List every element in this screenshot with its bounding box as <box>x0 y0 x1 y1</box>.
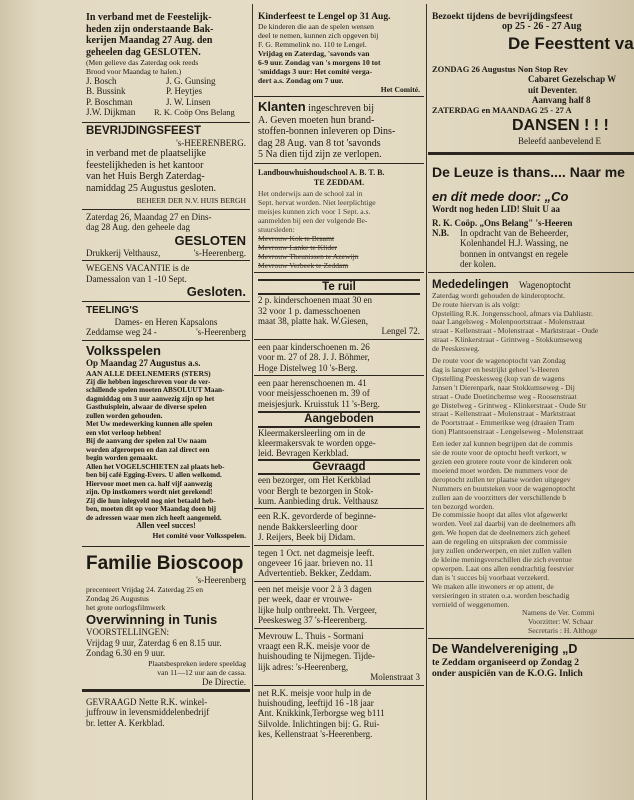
bakery-name: J. W. Linsen <box>166 96 211 107</box>
text-line: Ant. Knikkink,Terborgse weg b111 <box>258 708 385 719</box>
text-line: Mevrouw Verbeek te Zeddam <box>258 260 349 270</box>
text-line: deel te nemen, kunnen zich opgeven bij <box>258 31 379 41</box>
text-line: een paar kinderschoenen m. 26 <box>258 341 370 352</box>
text-line: dagmiddag om 3 uur aanwezig zijn op het <box>86 394 215 403</box>
text-line: een net meisje voor 2 à 3 dagen <box>258 583 372 594</box>
text-line: Allen veel succes! <box>136 521 196 531</box>
text-line: Wagenoptocht <box>518 279 571 290</box>
aangeboden-ad <box>258 428 420 459</box>
ad-title: Familie Bioscoop <box>86 552 244 574</box>
text-line: deroptocht zullen ter plaatse worden uitgegev <box>432 474 571 484</box>
text-line: dan is 't succes bij voorbaat verzekerd. <box>432 572 550 582</box>
ad-place: 's-HEERENBERG. <box>176 137 246 148</box>
text-line: kes, Kellenstraat 's-Heerenberg. <box>258 729 373 740</box>
ad-leuze <box>428 153 634 272</box>
text-line: dert a.s. Zondag om 7 uur. <box>258 76 344 86</box>
ad-teeling <box>82 302 250 341</box>
text-line: Allen het VOGELSCHIETEN zal plaats heb- <box>86 462 225 471</box>
text-line: huishouding te Nijmegen. Tijde- <box>258 651 375 662</box>
text-line: worden. Veel zal daarbij van de deelnemers afh <box>432 519 576 529</box>
closed-heading: Gesloten. <box>186 284 246 300</box>
text-line: heden zijn onderstaande Bak- <box>86 23 214 35</box>
ad-kinderfeest <box>254 0 424 97</box>
text-line: Mevrouw Lanke te Klider <box>258 242 338 252</box>
text-line: De kinderen die aan de spelen wensen <box>258 22 374 32</box>
text-line: Zeddamse weg 24 - <box>86 327 157 338</box>
text-line: net R.K. meisje voor hulp in de <box>258 687 371 698</box>
text-line: Cabaret Gezelschap W <box>528 74 617 85</box>
gevraagd-ad-3 <box>254 546 424 582</box>
text-line: Peeskesweg 37 's-Heerenberg. <box>258 615 368 626</box>
text-line: Met Uw medewerking kunnen alle spelen <box>86 420 213 429</box>
text-line: ongeveer 16 jaar. brieven no. 11 <box>258 558 374 569</box>
text-line: Namens de Ver. Commi <box>522 608 595 618</box>
text-line: Brood voor Maandag te halen.) <box>86 67 182 76</box>
text-line: Sept. hervat worden. Niet leerplichtige <box>258 197 376 207</box>
text-line: tegen 1 Oct. net dagmeisje leeft. <box>258 547 375 558</box>
text-line: lijke hulp ontbreekt. Th. Vergeer, <box>258 604 377 615</box>
text-line: kum. Aanbieding druk. Velthausz <box>258 496 379 507</box>
text-line: straat - Kellenstraat - Molenstraat - Marktstraat <box>432 409 576 419</box>
text-line: Opstelling Peeskesweg (kop van de wagens <box>432 373 565 383</box>
text-line: sie de route voor de optocht heeft verkort, w <box>432 448 567 458</box>
text-line: zullen worden gehouden. <box>86 411 163 420</box>
text-line: J. Reijers, Beek bij Didam. <box>258 532 356 543</box>
text-line: Dames- en Heren Kapsalons <box>114 317 218 328</box>
text-line: 2 p. kinderschoenen maat 30 en <box>258 295 372 306</box>
text-line: stoffen-bonnen inleveren op Dins- <box>258 126 396 138</box>
text-line: per week, daar er vrouwe- <box>258 594 353 605</box>
text-line: leid. Bevragen Kerkblad. <box>258 448 349 459</box>
film-title: Overwinning in Tunis <box>86 612 218 628</box>
ad-bakeries-closed <box>82 0 250 123</box>
text-line: Hoge Distelweg 10 's-Berg. <box>258 362 358 373</box>
bakery-name: J.W. Dijkman <box>86 107 136 118</box>
text-line: ZONDAG 26 Augustus Non Stop Rev <box>432 63 568 74</box>
ad-title: Landbouwhuishoudschool A. B. T. B. <box>258 167 385 177</box>
column-middle <box>254 0 424 744</box>
text-line: zullen aan de voorzitters der verschillende b <box>432 492 567 502</box>
text-line: In verband met de Feestelijk- <box>86 12 212 23</box>
text-line: Mevrouw Kok te Braamt <box>258 233 335 243</box>
ad-vacantie <box>82 261 250 302</box>
text-line: Wordt nog heden LID! Sluit U aa <box>432 204 561 215</box>
text-line: de Peeskesweg. <box>432 344 480 354</box>
text-line: Plaatsbespreken iedere speeldag <box>148 658 246 668</box>
text-line: dag 28 Aug. van 8 tot 'savonds <box>258 137 381 149</box>
ad-place: TE ZEDDAM. <box>313 178 365 188</box>
gevraagd-ad-1 <box>254 475 424 509</box>
section-heading: Gevraagd <box>258 459 420 475</box>
text-line: ingeschreven bij <box>308 103 374 115</box>
text-line: Gasthuisplein, alwaar de diverse spelen <box>86 403 207 412</box>
text-line: Vrijdag en Zaterdag, 'savonds van <box>258 49 370 59</box>
text-line: opwerpen. Laat ons allen eendrachtig feestvier <box>432 563 574 573</box>
text-line: dag 28 Aug. den geheele dag <box>86 222 190 233</box>
text-line: worden afgeroepen en dan zal direct een <box>86 445 210 454</box>
text-line: Damessalon van 1 -10 Sept. <box>86 273 187 284</box>
text-line: van 11—12 uur aan de cassa. <box>157 667 246 677</box>
text-line: der kolen. <box>460 259 496 270</box>
text-line: moeiend moet worden. De nummers voor de <box>432 465 568 475</box>
text-line: VOORSTELLINGEN: <box>86 627 169 638</box>
text-line: ZATERDAG en MAANDAG 25 - 27 A <box>432 105 572 116</box>
ad-volksspelen <box>82 341 250 547</box>
nb-label: N.B. <box>432 228 450 239</box>
text-line: geheelen dag GESLOTEN. <box>86 46 201 58</box>
text-line: stuursleden: <box>258 224 295 234</box>
text-line: Aanvang half 8 <box>532 95 591 106</box>
text-line: aan de regeling en uitspraken der commissie <box>432 537 567 547</box>
text-line: Zaterdag wordt gehouden de kinderoptocht. <box>432 290 566 300</box>
text-line: onder auspiciën van de K.O.G. Inlich <box>432 668 583 679</box>
text-line: tion) Plantsoenstraat - Lengelseweg - Molenstraat <box>432 427 584 437</box>
text-line: van het Huis Bergh Zaterdag- <box>86 171 205 183</box>
text-line: Zij die hun inlegveld nog niet betaald heb- <box>86 496 216 505</box>
ad-title: Volksspelen <box>86 342 161 358</box>
gevraagd-ad-6 <box>254 686 424 742</box>
ad-gevraagd-winkeljuffrouw <box>82 692 250 730</box>
text-line: Het onderwijs aan de school zal in <box>258 188 363 198</box>
ruil-ad-1 <box>254 295 424 340</box>
text-line: begin worden gemaakt. <box>86 454 158 463</box>
text-line: het grote oorlogsfilmwerk <box>86 603 166 613</box>
text-line: br. letter A. Kerkblad. <box>86 717 165 728</box>
text-line: voor Bergh te bezorgen in Stok- <box>258 485 374 496</box>
text-line: Silvolde. Inlichtingen bij: G. Rui- <box>258 718 380 729</box>
text-line: ten bezorgd worden. <box>432 501 495 511</box>
text-line: Een ieder zal kunnen begrijpen dat de commis <box>432 439 573 449</box>
text-line: vernield of weggenomen. <box>432 599 510 609</box>
text-line: Bij de aanvang der spelen zal Uw naam <box>86 437 207 446</box>
text-line: meisjes kunnen zich voor 1 Sept. a.s. <box>258 206 371 216</box>
text-line: schillende spelen moeten ABSOLUUT Maan- <box>86 386 225 395</box>
text-line: 'smiddags 3 uur: Het comité verga- <box>258 67 373 77</box>
text-line: Op Maandag 27 Augustus a.s. <box>86 357 201 368</box>
gevraagd-ad-4 <box>254 582 424 629</box>
text-line: aanmelden bij een der volgende Be- <box>258 215 368 225</box>
text-line: de Poortstraat - Emmerikse weg (draaien Tram <box>432 418 575 428</box>
text-line: In opdracht van de Beheerder, <box>460 228 569 239</box>
text-line: We maken alle inwoners er op attent, de <box>432 581 554 591</box>
text-line: maat 38, platte hak. W.Giesen, <box>258 315 368 326</box>
text-line: Advertentieb. Bekker, Zeddam. <box>258 568 372 579</box>
column-rule <box>252 4 253 800</box>
text-line: 32 voor 1 p. damesschoenen <box>258 305 361 316</box>
text-line: ge Distelweg - Grintweg - Klinkerstraat - Oude Str <box>432 400 587 410</box>
ad-landbouwhuishoudschool <box>254 164 424 273</box>
text-line: Zij die hebben ingeschreven voor de ver- <box>86 377 211 386</box>
text-line: De commissie hoopt dat alles vlot afgewerkt <box>432 510 568 520</box>
text-line: een paar herenschoenen m. 41 <box>258 377 367 388</box>
text-line: bonnen in ontvangst en regele <box>460 248 568 259</box>
text-line: dag is langer en bestrijkt geheel 's-Heeren <box>432 364 560 374</box>
closed-heading: GESLOTEN <box>174 232 246 248</box>
ad-signature: Het comité voor Volksspelen. <box>152 530 246 540</box>
text-line: 's-Heerenberg. <box>193 247 246 258</box>
dansen-heading: DANSEN ! ! ! <box>512 116 609 134</box>
text-line: kerijen Maandag 27 Aug. den <box>86 35 213 46</box>
text-line: zijn. Op instkomers wordt niet gerekend! <box>86 488 213 497</box>
text-line: huishouding, leeftijd 16 -18 jaar <box>258 697 374 708</box>
column-rule <box>426 4 427 800</box>
text-line: A. Geven moeten hun brand- <box>258 114 375 126</box>
text-line: kleermakersvak te worden opge- <box>258 438 376 448</box>
text-line: Lengel 72. <box>381 326 420 337</box>
ad-title: De Feesttent va <box>508 33 634 53</box>
text-line: namiddag 25 Augustus gesloten. <box>86 182 216 194</box>
text-line: op 25 - 26 - 27 Aug <box>502 21 582 33</box>
text-line: in verband met de plaatselijke <box>86 148 206 160</box>
ad-place: 's-Heerenberg <box>196 574 246 585</box>
text-line: gen. We hopen dat de deelnemers zich geheel <box>432 528 570 538</box>
ad-mededelingen <box>428 273 634 639</box>
bakery-name: P. Heytjes <box>166 86 202 97</box>
text-line: voor meisjesschoenen m. 39 of <box>258 388 370 399</box>
ad-title: BEVRIJDINGSFEEST <box>86 124 202 137</box>
text-line: Kolenhandel H.J. Wassing, ne <box>460 238 569 249</box>
ad-title: Klanten <box>258 99 306 115</box>
text-line: Voorzitter: W. Schaar <box>528 617 594 627</box>
section-heading: Aangeboden <box>258 411 420 427</box>
ad-title: De Wandelvereniging „D <box>432 642 578 657</box>
text-line: te Zeddam organiseerd op Zondag 2 <box>432 658 579 669</box>
ruil-ad-2 <box>254 340 424 376</box>
text-line: lijk adres: 's-Heerenberg, <box>258 661 349 672</box>
ad-signature: BEHEER DER N.V. HUIS BERGH <box>136 196 246 206</box>
ad-velthausz-closed <box>82 210 250 261</box>
text-line: en dit mede door: „Co <box>432 189 569 205</box>
text-line: de kleine meningsverschillen die zich eventue <box>432 554 572 564</box>
text-line: AAN ALLE DEELNEMERS (STERS) <box>86 368 211 378</box>
ad-feesttent <box>428 0 634 153</box>
ad-title: Kinderfeest te Lengel op 31 Aug. <box>258 12 391 22</box>
text-line: De route voor de wagenoptocht van Zondag <box>432 356 566 366</box>
text-line: Zaterdag 26, Maandag 27 en Dins- <box>86 212 212 223</box>
text-line: (Men gelieve das Zaterdag ook reeds <box>86 58 199 67</box>
text-line: Drukkerij Velthausz, <box>86 247 161 258</box>
ad-klanten <box>254 97 424 164</box>
bakery-name: B. Bussink <box>86 86 126 97</box>
bakery-name: R. K. Coöp Ons Belang <box>154 107 235 118</box>
text-line: een bezorger, om Het Kerkblad <box>258 475 371 486</box>
text-line: meisjesjurk. Kruisstuk 11 's-Berg. <box>258 398 380 409</box>
text-line: Nummers en buutsteken voor de wagenoptocht <box>432 483 576 493</box>
text-line: voor m. 27 of 28. J. J. Böhmer, <box>258 352 370 363</box>
text-line: Beleefd aanbevelend E <box>518 135 601 146</box>
ad-signature: De Directie. <box>202 676 246 687</box>
text-line: precenteert Vrijdag 24. Zaterdag 25 en <box>86 585 204 595</box>
text-line: Mevrouw L. Thuis - Sormani <box>258 630 364 641</box>
text-line: Secretaris : H. Althoge <box>528 626 598 636</box>
text-line: 6-9 uur. Zondag van 's morgens 10 tot <box>258 58 381 68</box>
ad-title: TEELING'S <box>86 305 139 317</box>
text-line: juffrouw in levensmiddelenbedrijf <box>86 707 210 718</box>
ad-wandelvereniging <box>428 639 634 681</box>
text-line: een R.K. gevorderde of beginne- <box>258 511 376 522</box>
text-line: straat - Klinkerstraat - Grintweg - Stokkumseweg <box>432 335 583 345</box>
text-line: gezien een grotere route voor de kinderen ook <box>432 457 572 466</box>
text-line: Molenstraat 3 <box>370 672 420 683</box>
text-line: Vrijdag 9 uur, Zaterdag 6 en 8.15 uur. <box>86 637 222 648</box>
text-line: ben, moeten dit op voor Maandag doen bij <box>86 505 217 514</box>
section-heading: Te ruil <box>258 279 420 295</box>
text-line: Kleermakersleerling om in de <box>258 427 366 438</box>
text-line: Zondag 26 Augustus <box>86 594 149 604</box>
ad-familie-bioscoop <box>82 547 250 692</box>
text-line: Opstelling R.K. Jongensschool, afmars via Dahliastr. <box>432 308 593 318</box>
gevraagd-ad-5 <box>254 629 424 686</box>
column-right <box>428 0 634 681</box>
text-line: uit Deventer. <box>528 84 578 95</box>
text-line: een vlot verloop hebben! <box>86 428 162 437</box>
bakery-name: P. Boschman <box>86 96 133 107</box>
text-line: straat - Kellenstraat - Molenstraat - Marktstraat - Oude <box>432 326 599 336</box>
text-line: vraagt een R.K. meisje voor de <box>258 640 370 651</box>
text-line: Hiervoor moet men ca. half vijf aanwezig <box>86 479 213 488</box>
text-line: naar Langelsweg - Molenpoortstraat - Molenstraat <box>432 317 585 327</box>
text-line: straat - Oude Doetinchemse weg - Roosenstraat <box>432 391 577 401</box>
column-left <box>82 0 250 730</box>
text-line: 's-Heerenberg <box>196 327 246 338</box>
bakery-name: J. Bosch <box>86 76 117 86</box>
text-line: De route hiervan is als volgt: <box>432 299 520 309</box>
text-line: jury zullen onderwerpen, en niet zullen vallen <box>432 546 572 556</box>
text-line: R. K. Coöp. „Ons Belang" 's-Heeren <box>432 217 573 228</box>
gevraagd-ad-2 <box>254 509 424 545</box>
text-line: Mevrouw Theunissen te Azewijn <box>258 251 359 261</box>
text-line: Jansen 't Dierenpark, naar Stokkumseweg - Dij <box>432 382 575 392</box>
bakery-name: J. G. Gunsing <box>166 76 216 86</box>
ad-bevrijdingsfeest <box>82 123 250 210</box>
text-line: versieringen in straten o.a. worden beschadig <box>432 590 570 600</box>
ad-signature: Het Comité. <box>380 85 420 95</box>
text-line: 5 Na dien tijd zijn ze verlopen. <box>258 149 382 161</box>
text-line: de adressen waar men zich heeft aangemeld. <box>86 513 222 522</box>
text-line: GEVRAAGD Nette R.K. winkel- <box>86 696 208 707</box>
text-line: F. G. Remmelink no. 110 te Lengel. <box>258 40 367 50</box>
ad-te-ruil <box>254 273 424 744</box>
text-line: ben bij café Egging-Evers. U allen welkomd. <box>86 471 222 480</box>
ad-title: Mededelingen <box>432 278 509 291</box>
text-line: nende Bakkersleerling door <box>258 521 358 532</box>
text-line: feestelijkheden is het kantoor <box>86 159 204 171</box>
ad-title: De Leuze is thans.... Naar me <box>432 164 625 181</box>
text-line: Zondag 6.30 en 9 uur. <box>86 648 165 659</box>
text-line: Bezoekt tijdens de bevrijdingsfeest <box>432 12 573 22</box>
ad-title: WEGENS VACANTIE is de <box>86 263 190 274</box>
ruil-ad-3 <box>254 376 424 411</box>
